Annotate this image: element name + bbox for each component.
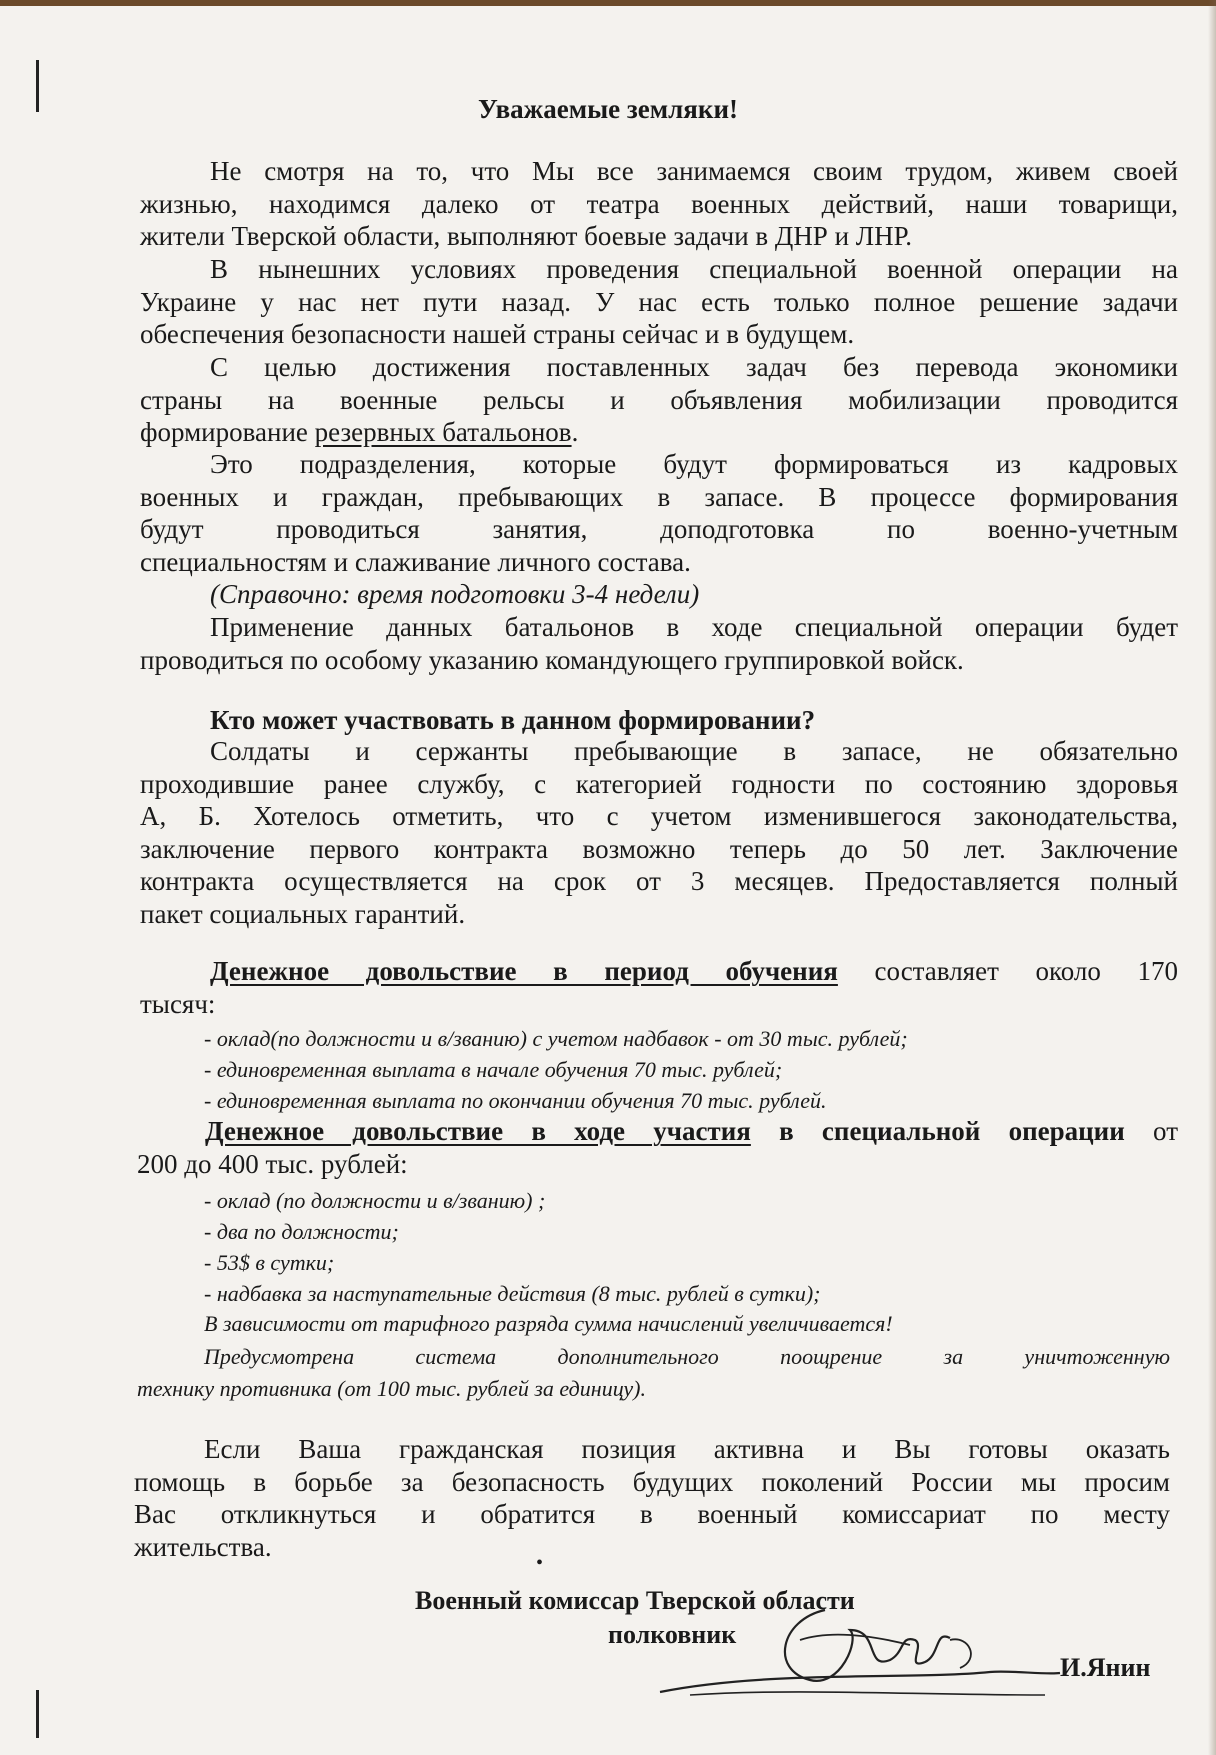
signatory-position: Военный комиссар Тверской области (415, 1586, 855, 1615)
appeal-paragraph (134, 1433, 1170, 1563)
training-pay-term: Денежное довольствие в период обучения (210, 956, 838, 986)
text-line: Денежное довольствие в период обучения составляет около 170 (210, 956, 1179, 986)
text-line: Это подразделения, которые будут формироваться из кадровых (210, 449, 1178, 479)
text-line: Применение данных батальонов в ходе специальной операции будет (210, 612, 1178, 642)
signatory-rank: полковник (608, 1620, 737, 1649)
ink-dot: • (536, 1552, 544, 1574)
training-pay-item: - единовременная выплата в начале обучения 70 тыс. рублей; (204, 1057, 783, 1082)
text-line: формирование резервных батальонов. (140, 417, 579, 447)
text-line: Вас откликнуться и обратится в военный комиссариат по месту (134, 1499, 1170, 1529)
text-line: страны на военные рельсы и объявления мобилизации проводится (140, 384, 1178, 415)
text-line: 200 до 400 тыс. рублей: (137, 1148, 408, 1179)
operation-pay-heading (137, 1115, 1178, 1180)
text-line: обеспечения безопасности нашей страны сейчас и в будущем. (140, 319, 855, 349)
text-line: помощь в борьбе за безопасность будущих поколений России мы просим (134, 1466, 1170, 1497)
text-line: Солдаты и сержанты пребывающие в запасе, не обязательно (210, 736, 1178, 766)
text-line: Денежное довольствие в ходе участия в специальной операции от (205, 1116, 1178, 1146)
bonus-note (137, 1341, 1170, 1405)
text-line: жизнью, находимся далеко от театра военных действий, наши товарищи, (140, 188, 1178, 219)
punch-mark (36, 1690, 39, 1738)
who-heading: Кто может участвовать в данном формировании? (210, 705, 816, 735)
rank-note: В зависимости от тарифного разряда сумма начислений увеличивается! (204, 1311, 893, 1336)
text-line: жительства. (134, 1531, 272, 1562)
intro-paragraph-3 (140, 351, 1178, 449)
text-line: С целью достижения поставленных задач без перевода экономики (210, 352, 1178, 382)
paper-shadow (1208, 0, 1216, 1755)
text-line: Украине у нас нет пути назад. У нас есть только полное решение задачи (140, 286, 1178, 317)
text-line: проводиться по особому указанию командующего группировкой войск. (140, 644, 964, 675)
intro-paragraph-5 (140, 611, 1178, 676)
text-line: будут проводиться занятия, доподготовка по военно-учетным (140, 514, 1178, 544)
operation-pay-item: - 53$ в сутки; (204, 1250, 335, 1275)
operation-pay-item: - надбавка за наступательные действия (8 тыс. рублей в сутки); (204, 1281, 821, 1306)
operation-pay-term: Денежное довольствие в ходе участия (205, 1116, 751, 1146)
intro-paragraph-1 (140, 155, 1178, 253)
letter-title: Уважаемые земляки! (477, 94, 739, 124)
paper-edge (0, 0, 1216, 6)
operation-pay-item: - два по должности; (204, 1219, 399, 1244)
intro-paragraph-2 (140, 253, 1178, 351)
text-line: Если Ваша гражданская позиция активна и Вы готовы оказать (204, 1434, 1170, 1464)
training-pay-item: - оклад(по должности и в/званию) с учетом надбавок - от 30 тыс. рублей; (204, 1026, 908, 1051)
text-line: заключение первого контракта возможно теперь до 50 лет. Заключение (140, 833, 1178, 864)
text-line: В нынешних условиях проведения специальной военной операции на (210, 254, 1178, 284)
text-line: пакет социальных гарантий. (140, 898, 466, 929)
training-pay-item: - единовременная выплата по окончании обучения 70 тыс. рублей. (204, 1088, 827, 1113)
text-line: специальностям и слаживание личного состава. (140, 546, 691, 577)
handwritten-signature (650, 1600, 1070, 1720)
reserve-battalions-term: резервных батальонов (314, 417, 572, 447)
text-line: Предусмотрена система дополнительного поощрение за уничтоженную (204, 1344, 1170, 1369)
text-line: технику противника (от 100 тыс. рублей за единицу). (137, 1376, 646, 1401)
text-line: военных и граждан, пребывающих в запасе. В процессе формирования (140, 481, 1178, 512)
intro-paragraph-4 (140, 448, 1178, 578)
text-line: тысяч: (140, 988, 216, 1019)
text-line: проходившие ранее службу, с категорией годности по состоянию здоровья (140, 768, 1178, 799)
text-line: Не смотря на то, что Мы все занимаемся своим трудом, живем своей (210, 156, 1178, 186)
reference-note: (Справочно: время подготовки 3-4 недели) (210, 579, 700, 609)
training-pay-heading (140, 955, 1178, 1020)
text-line: А, Б. Хотелось отметить, что с учетом изменившегося законодательства, (140, 801, 1178, 831)
text-line: контракта осуществляется на срок от 3 месяцев. Предоставляется полный (140, 866, 1178, 896)
text-line: жители Тверской области, выполняют боевые задачи в ДНР и ЛНР. (140, 221, 912, 251)
signatory-name: И.Янин (1060, 1653, 1151, 1682)
who-paragraph (140, 735, 1178, 930)
operation-pay-item: - оклад (по должности и в/званию) ; (204, 1188, 546, 1213)
